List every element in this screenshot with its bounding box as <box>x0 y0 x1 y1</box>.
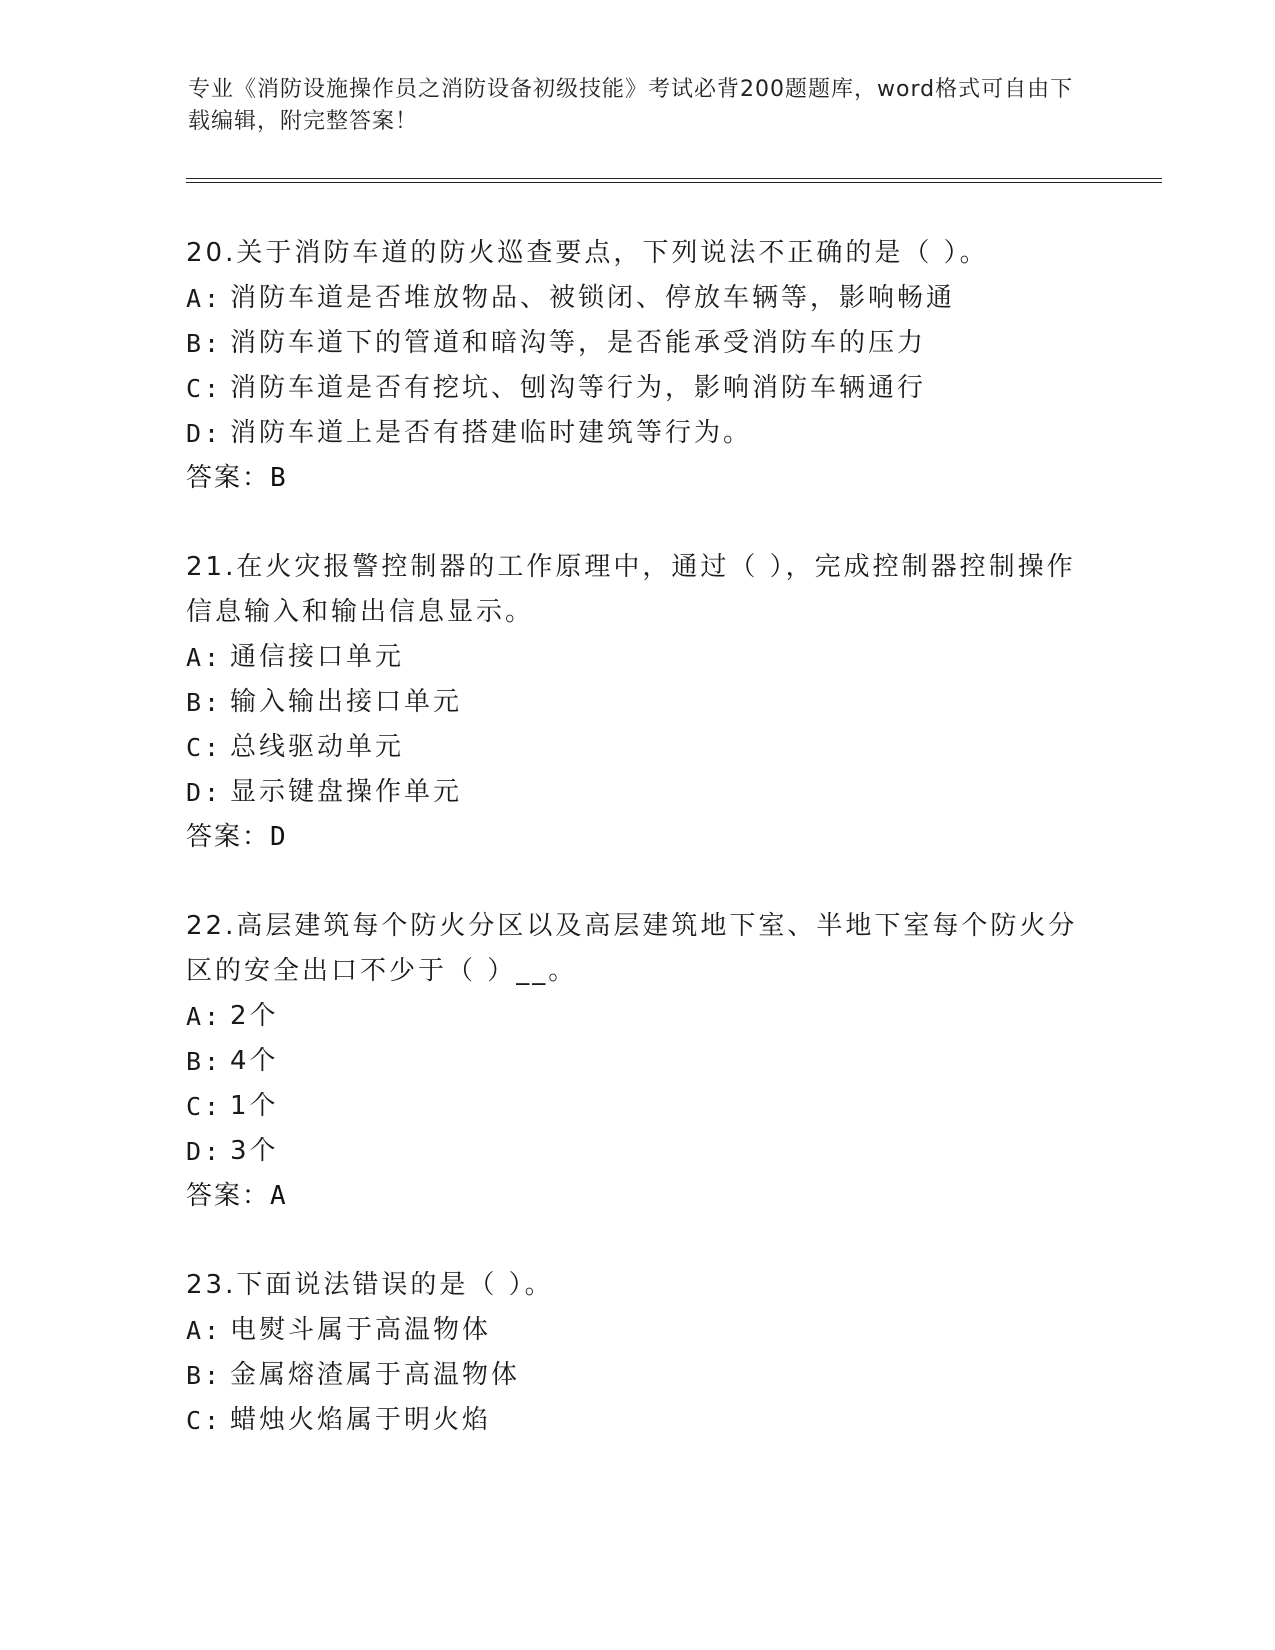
option-a <box>186 994 1086 1039</box>
question-21 <box>186 545 1086 860</box>
option-letter: C: <box>186 733 223 762</box>
option-text: 电熨斗属于高温物体 <box>230 1315 492 1345</box>
option-b <box>186 1353 1086 1398</box>
answer-value: D <box>270 822 288 852</box>
option-letter: D: <box>186 419 223 448</box>
option-text: 1个 <box>230 1091 279 1121</box>
header-divider <box>186 178 1162 183</box>
question-22 <box>186 904 1086 1219</box>
option-c <box>186 1398 1086 1443</box>
option-letter: A: <box>186 1316 223 1345</box>
answer-label: 答案： <box>186 822 271 852</box>
option-letter: A: <box>186 1002 223 1031</box>
option-d <box>186 770 1086 815</box>
question-stem: 21.在火灾报警控制器的工作原理中，通过（ ），完成控制器控制操作信息输入和输出信息显示。 <box>186 552 1076 627</box>
option-letter: D: <box>186 778 223 807</box>
option-text: 消防车道是否有挖坑、刨沟等行为，影响消防车辆通行 <box>230 373 927 403</box>
option-text: 消防车道是否堆放物品、被锁闭、停放车辆等，影响畅通 <box>230 283 956 313</box>
option-text: 显示键盘操作单元 <box>230 777 463 807</box>
option-c <box>186 1084 1086 1129</box>
option-letter: B: <box>186 1047 223 1076</box>
question-stem: 20.关于消防车道的防火巡查要点，下列说法不正确的是（ ）。 <box>186 238 989 268</box>
option-c <box>186 366 1086 411</box>
option-b <box>186 680 1086 725</box>
option-letter: B: <box>186 329 223 358</box>
option-text: 总线驱动单元 <box>230 732 405 762</box>
option-text: 通信接口单元 <box>230 642 405 672</box>
option-letter: B: <box>186 1361 223 1390</box>
option-letter: C: <box>186 1406 223 1435</box>
option-text: 3个 <box>230 1136 279 1166</box>
option-letter: B: <box>186 688 223 717</box>
answer-value: A <box>270 1181 288 1211</box>
option-a <box>186 635 1086 680</box>
answer-label: 答案： <box>186 463 271 493</box>
question-20 <box>186 231 1086 501</box>
question-stem: 22.高层建筑每个防火分区以及高层建筑地下室、半地下室每个防火分区的安全出口不少于（ ）__。 <box>186 911 1078 986</box>
option-text: 消防车道下的管道和暗沟等，是否能承受消防车的压力 <box>230 328 927 358</box>
answer-label: 答案： <box>186 1181 271 1211</box>
answer-line <box>186 815 1086 860</box>
question-23 <box>186 1263 1086 1443</box>
answer-line <box>186 1174 1086 1219</box>
option-b <box>186 321 1086 366</box>
answer-value: B <box>270 463 288 493</box>
option-letter: A: <box>186 284 223 313</box>
option-letter: C: <box>186 1092 223 1121</box>
option-text: 消防车道上是否有搭建临时建筑等行为。 <box>230 418 753 448</box>
option-text: 4个 <box>230 1046 279 1076</box>
question-list <box>186 231 1086 1487</box>
option-a <box>186 1308 1086 1353</box>
option-letter: A: <box>186 643 223 672</box>
option-text: 2个 <box>230 1001 279 1031</box>
question-stem: 23.下面说法错误的是（ ）。 <box>186 1270 554 1300</box>
option-letter: C: <box>186 374 223 403</box>
option-d <box>186 411 1086 456</box>
option-b <box>186 1039 1086 1084</box>
option-a <box>186 276 1086 321</box>
option-text: 金属熔渣属于高温物体 <box>230 1360 521 1390</box>
answer-line <box>186 456 1086 501</box>
document-header: 专业《消防设施操作员之消防设备初级技能》考试必背200题题库，word格式可自由下载编辑，附完整答案！ <box>188 77 1074 134</box>
option-d <box>186 1129 1086 1174</box>
option-text: 输入输出接口单元 <box>230 687 463 717</box>
option-letter: D: <box>186 1137 223 1166</box>
option-text: 蜡烛火焰属于明火焰 <box>230 1405 492 1435</box>
option-c <box>186 725 1086 770</box>
